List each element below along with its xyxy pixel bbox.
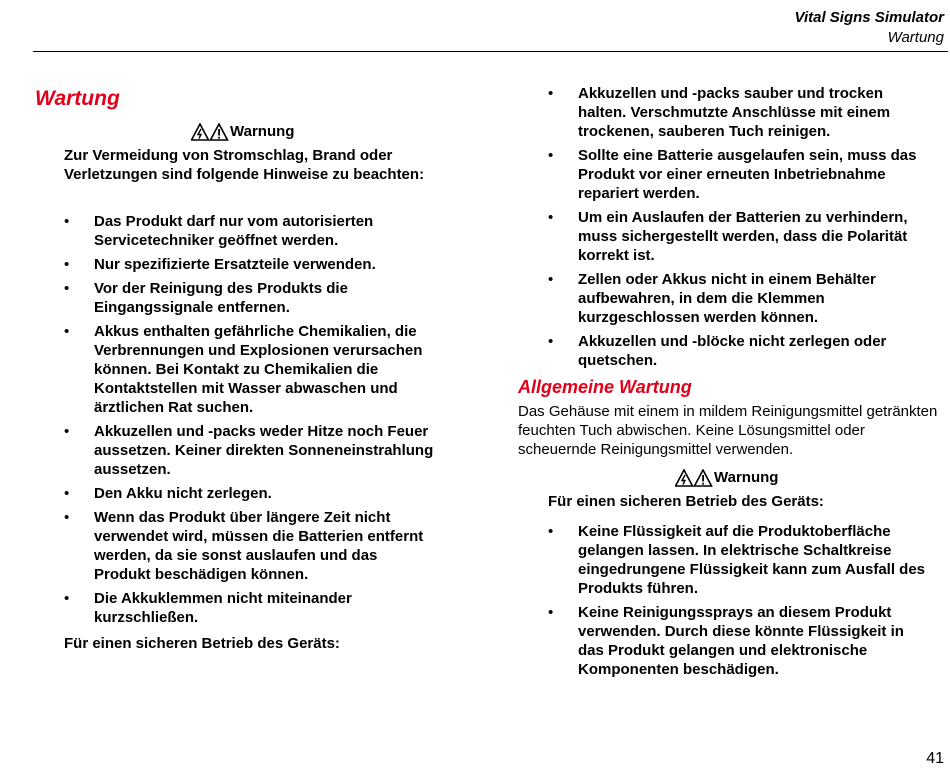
list-item: • Sollte eine Batterie ausgelaufen sein, muss das Produkt vor einer erneuten Inbetriebnahme repariert werden. [548,146,928,203]
warning-intro-right: Für einen sicheren Betrieb des Geräts: [548,493,824,510]
list-item: • Vor der Reinigung des Produkts die Eingangssignale entfernen. [64,279,434,317]
list-item: • Um ein Auslaufen der Batterien zu verhindern, muss sichergestellt werden, dass die Polarität korrekt ist. [548,208,928,265]
warning-list-right [548,84,928,375]
header-subtitle: Wartung [887,29,944,46]
warning-shock-icon [675,469,713,487]
list-item: • Keine Reinigungssprays an diesem Produkt verwenden. Durch diese könnte Flüssigkeit in das Produkt gelangen und elektronische Komponenten beschädigen. [548,603,928,679]
section-heading-allgemeine-wartung: Allgemeine Wartung [518,377,692,397]
warning-label-left: Warnung [230,123,295,140]
list-item: • Akkuzellen und -packs weder Hitze noch Feuer aussetzen. Keiner direkten Sonneneinstrahlung aussetzen. [64,422,434,479]
list-item: • Akkus enthalten gefährliche Chemikalien, die Verbrennungen und Explosionen verursachen können. Bei Kontakt zu Chemikalien die Kontaktstellen mit Wasser abwaschen und ärztlichen Rat suchen. [64,322,434,417]
list-item: • Zellen oder Akkus nicht in einem Behälter aufbewahren, in dem die Klemmen kurzgeschlossen werden können. [548,270,928,327]
header-title: Vital Signs Simulator [794,9,944,26]
warning-list-left [64,212,434,632]
list-item: • Die Akkuklemmen nicht miteinander kurzschließen. [64,589,434,627]
warning-header-right [675,468,778,487]
warning-intro-left: Zur Vermeidung von Stromschlag, Brand oder Verletzungen sind folgende Hinweise zu beachten: [64,147,425,183]
list-item: • Nur spezifizierte Ersatzteile verwenden. [64,255,434,274]
section-heading-wartung: Wartung [35,87,120,110]
warning-shock-icon [191,123,229,141]
warning-label-right: Warnung [714,469,779,486]
list-item: • Keine Flüssigkeit auf die Produktoberfläche gelangen lassen. In elektrische Schaltkreise eingedrungene Flüssigkeit kann zum Ausfall des Produkts führen. [548,522,928,598]
closing-line-left: Für einen sicheren Betrieb des Geräts: [64,635,340,652]
list-item: • Akkuzellen und -blöcke nicht zerlegen oder quetschen. [548,332,928,370]
warning-header-left [191,122,294,141]
list-item: • Den Akku nicht zerlegen. [64,484,434,503]
list-item: • Akkuzellen und -packs sauber und trocken halten. Verschmutzte Anschlüsse mit einem trockenen, sauberen Tuch reinigen. [548,84,928,141]
warning-list-right-2 [548,522,928,684]
header-rule [33,51,948,52]
section-text: Das Gehäuse mit einem in mildem Reinigungsmittel getränkten feuchten Tuch abwischen. Keine Lösungsmittel oder scheuernde Reinigungsmittel verwenden. [518,403,938,458]
list-item: • Das Produkt darf nur vom autorisierten Servicetechniker geöffnet werden. [64,212,434,250]
list-item: • Wenn das Produkt über längere Zeit nicht verwendet wird, müssen die Batterien entfernt werden, da sie sonst auslaufen und das Produkt beschädigen können. [64,508,434,584]
page-number: 41 [926,750,944,767]
